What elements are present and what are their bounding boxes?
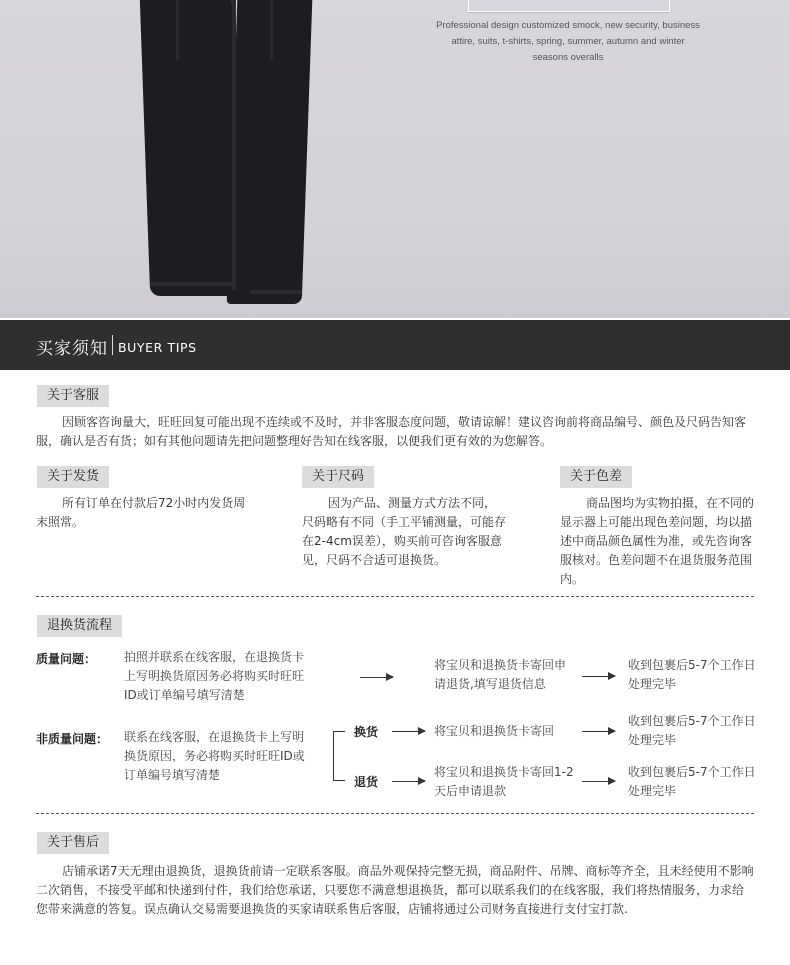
- non-quality-issue-desc: 联系在线客服，在退换货卡上写明换货原因，务必将购买时旺旺ID或订单编号填写清楚: [124, 730, 305, 782]
- section-tag-after-sales: 关于售后: [37, 832, 109, 854]
- non-quality-issue-label: 非质量问题：: [36, 732, 109, 746]
- exchange-result-text: 收到包裹后5-7个工作日处理完毕: [628, 714, 756, 747]
- arrow-icon: [582, 731, 615, 732]
- quality-issue-desc: 拍照并联系在线客服，在退换货卡上写明换货原因务必将购买时旺旺ID或订单编号填写清楚: [124, 650, 305, 702]
- product-caption-card: [436, 0, 700, 68]
- quality-step-text: 将宝贝和退换货卡寄回申请退货,填写退货信息: [434, 658, 567, 691]
- exchange-step-text: 将宝贝和退换货卡寄回: [434, 724, 555, 738]
- shipping-text: 所有订单在付款后72小时内发货周末照常。: [36, 496, 246, 529]
- section-tag-shipping: 关于发货: [37, 466, 109, 488]
- section-tag-color: 关于色差: [560, 466, 632, 488]
- exchange-label: 换货: [354, 725, 379, 739]
- refund-result-text: 收到包裹后5-7个工作日处理完毕: [628, 765, 756, 798]
- banner-title-en: BUYER TIPS: [118, 340, 197, 355]
- size-text: 因为产品、测量方式方法不同，尺码略有不同（手工平铺测量，可能存在2-4cm误差），购买前可咨询客服意见，尺码不合适可退换货。: [302, 496, 507, 567]
- divider: [36, 596, 754, 597]
- arrow-icon: [392, 781, 425, 782]
- section-tag-customer-service: 关于客服: [37, 385, 109, 407]
- refund-step-text: 将宝贝和退换货卡寄回1-2天后申请退款: [434, 765, 574, 798]
- banner-divider: [112, 335, 113, 355]
- arrow-icon: [582, 781, 615, 782]
- quality-result-text: 收到包裹后5-7个工作日处理完毕: [628, 658, 756, 691]
- arrow-icon: [360, 677, 393, 678]
- customer-service-text: 因顾客咨询量大，旺旺回复可能出现不连续或不及时，并非客服态度问题，敬请谅解！建议咨询前将商品编号、颜色及尺码告知客服，确认是否有货；如有其他问题请先把问题整理好告知在线客服，以便我们更有效的为您解答。: [36, 415, 747, 448]
- branch-bracket: [333, 731, 345, 781]
- color-text: 商品图均为实物拍摄，在不同的显示器上可能出现色差问题，均以描述中商品颜色属性为准，或先咨询客服核对。色差问题不在退货服务范围内。: [560, 496, 755, 586]
- section-tag-returns: 退换货流程: [37, 615, 122, 637]
- after-sales-text: 店铺承诺7天无理由退换货，退换货前请一定联系客服。商品外观保持完整无损，商品附件、吊牌、商标等齐全，且未经使用不影响二次销售，不接受平邮和快递到付件，我们给您承诺，只要您不满意想退换货，都可以联系我们的在线客服，我们将热情服务，力求给您带来满意的答复。误点确认交易需要退换货的买家请联系售后客服，店铺将通过公司财务直接进行支付宝打款.: [36, 864, 754, 916]
- arrow-icon: [392, 731, 425, 732]
- arrow-icon: [582, 676, 615, 677]
- section-tag-size: 关于尺码: [302, 466, 374, 488]
- pants-left-leg: [140, 0, 242, 296]
- quality-issue-label: 质量问题：: [36, 652, 97, 666]
- divider: [36, 813, 754, 814]
- banner-title-cn: 买家须知: [36, 339, 108, 359]
- refund-label: 退货: [354, 775, 379, 789]
- product-caption-text: Professional design customized smock, new security, business attire, suits, t-shirts, spring, summer, autumn and winter seasons overalls: [436, 20, 700, 63]
